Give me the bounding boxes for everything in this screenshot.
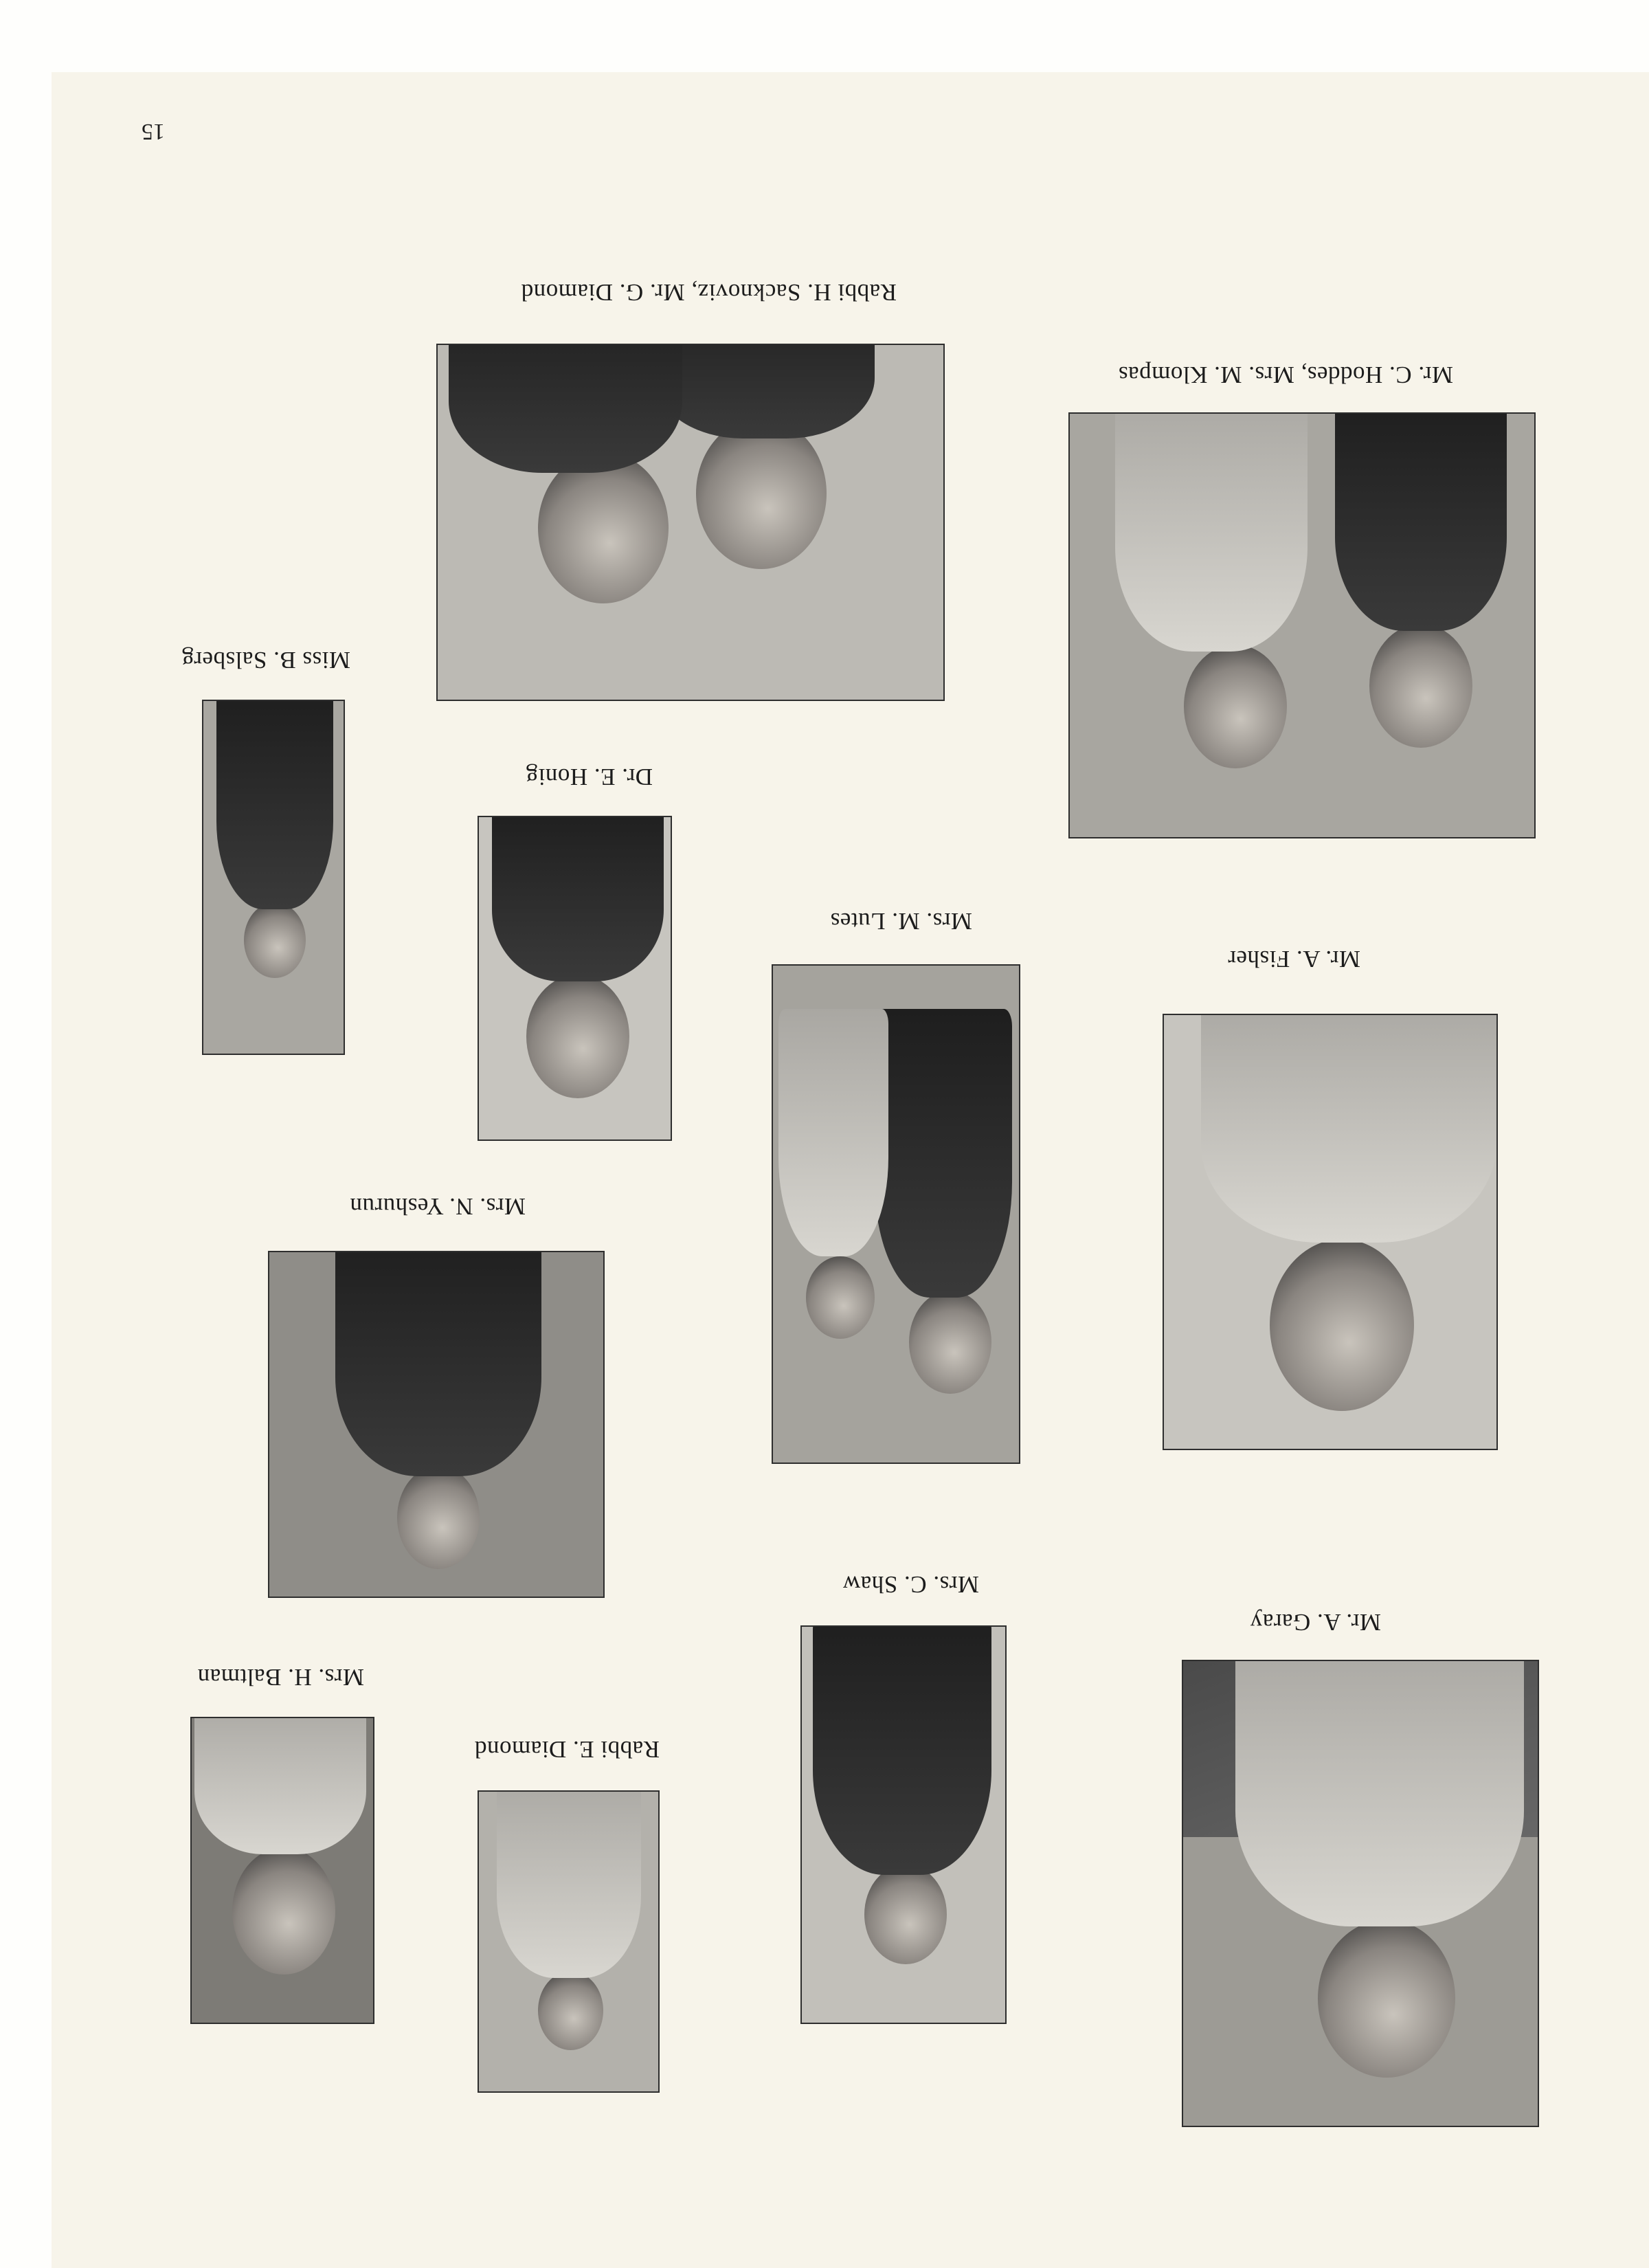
caption-e-diamond: Rabbi E. Diamond bbox=[474, 1736, 660, 1763]
photo-yeshurun bbox=[268, 1251, 605, 1598]
caption-garay: Mr. A. Garay bbox=[1250, 1609, 1381, 1636]
caption-lutes: Mrs. M. Lutes bbox=[830, 908, 972, 935]
caption-honig: Dr. E. Honig bbox=[526, 764, 653, 790]
caption-fisher: Mr. A. Fisher bbox=[1227, 946, 1360, 972]
photo-lutes bbox=[772, 964, 1020, 1464]
photo-e-diamond bbox=[478, 1790, 660, 2093]
photo-hoddes-klompas bbox=[1068, 412, 1536, 838]
photo-baltman bbox=[190, 1717, 374, 2024]
caption-shaw: Mrs. C. Shaw bbox=[842, 1571, 979, 1598]
photo-garay bbox=[1182, 1660, 1539, 2127]
photo-shaw bbox=[800, 1625, 1007, 2024]
caption-baltman: Mrs. H. Baltman bbox=[197, 1664, 364, 1691]
caption-sacknoviz-diamond: Rabbi H. Sacknoviz, Mr. G. Diamond bbox=[521, 279, 897, 306]
caption-hoddes-klompas: Mr. C. Hoddes, Mrs. M. Klompas bbox=[1118, 362, 1453, 388]
photo-fisher bbox=[1163, 1014, 1498, 1450]
photo-salsberg bbox=[202, 700, 345, 1055]
caption-yeshurun: Mrs. N. Yeshurun bbox=[350, 1193, 526, 1220]
photo-honig bbox=[478, 816, 672, 1141]
photo-sacknoviz-diamond bbox=[436, 344, 945, 701]
caption-salsberg: Miss B. Salsberg bbox=[181, 647, 350, 674]
page-number: 15 bbox=[142, 119, 165, 144]
